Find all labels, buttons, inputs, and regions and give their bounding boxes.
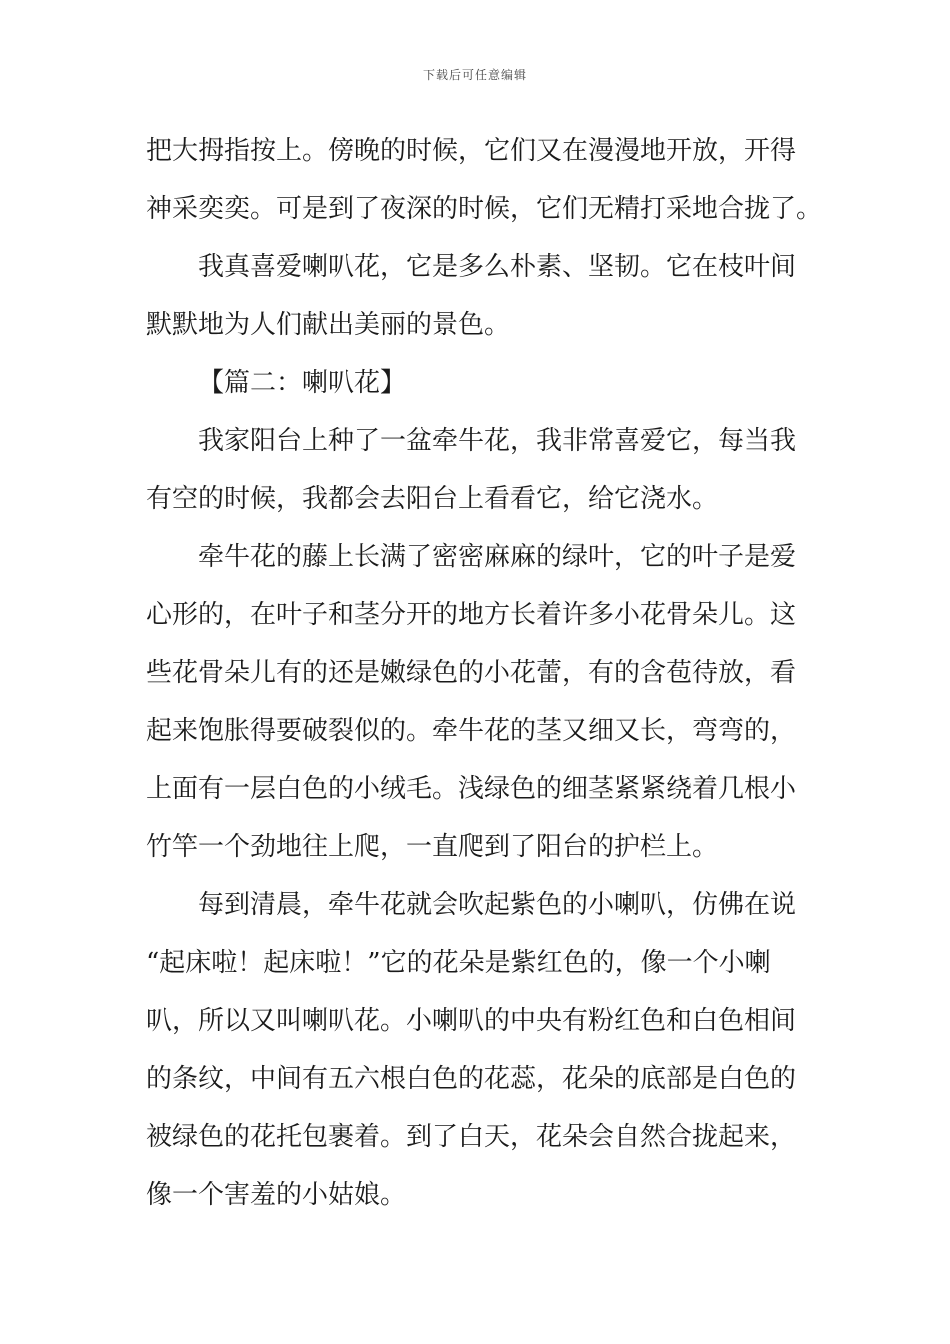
- text-line: 起来饱胀得要破裂似的。牵牛花的茎又细又长，弯弯的，: [146, 716, 797, 746]
- text-line: 的条纹，中间有五六根白色的花蕊，花朵的底部是白色的: [146, 1064, 797, 1094]
- text-line: 心形的，在叶子和茎分开的地方长着许多小花骨朵儿。这: [146, 600, 797, 630]
- text-line: 每到清晨，牵牛花就会吹起紫色的小喇叭，仿佛在说: [198, 890, 797, 920]
- text-line: 把大拇指按上。傍晚的时候，它们又在漫漫地开放，开得: [146, 136, 797, 166]
- text-line: 默默地为人们献出美丽的景色。: [146, 310, 511, 340]
- text-line: 我家阳台上种了一盆牵牛花，我非常喜爱它，每当我: [198, 426, 797, 456]
- text-line: 些花骨朵儿有的还是嫩绿色的小花蕾，有的含苞待放，看: [146, 658, 797, 688]
- text-line: “起床啦！起床啦！”它的花朵是紫红色的，像一个小喇: [146, 948, 771, 978]
- text-line: 神采奕奕。可是到了夜深的时候，它们无精打采地合拢了。: [146, 194, 823, 224]
- text-line: 竹竿一个劲地往上爬，一直爬到了阳台的护栏上。: [146, 832, 719, 862]
- text-line: 被绿色的花托包裹着。到了白天，花朵会自然合拢起来，: [146, 1122, 797, 1152]
- text-line: 像一个害羞的小姑娘。: [146, 1180, 407, 1210]
- text-line: 【篇二：喇叭花】: [198, 368, 407, 398]
- text-line: 上面有一层白色的小绒毛。浅绿色的细茎紧紧绕着几根小: [146, 774, 797, 804]
- text-line: 有空的时候，我都会去阳台上看看它，给它浇水。: [146, 484, 719, 514]
- page-header: 下载后可任意编辑: [422, 68, 527, 82]
- text-line: 我真喜爱喇叭花，它是多么朴素、坚韧。它在枝叶间: [198, 252, 797, 282]
- text-line: 叭，所以又叫喇叭花。小喇叭的中央有粉红色和白色相间: [146, 1006, 797, 1036]
- text-line: 牵牛花的藤上长满了密密麻麻的绿叶，它的叶子是爱: [198, 542, 797, 572]
- document-body: [146, 128, 823, 1230]
